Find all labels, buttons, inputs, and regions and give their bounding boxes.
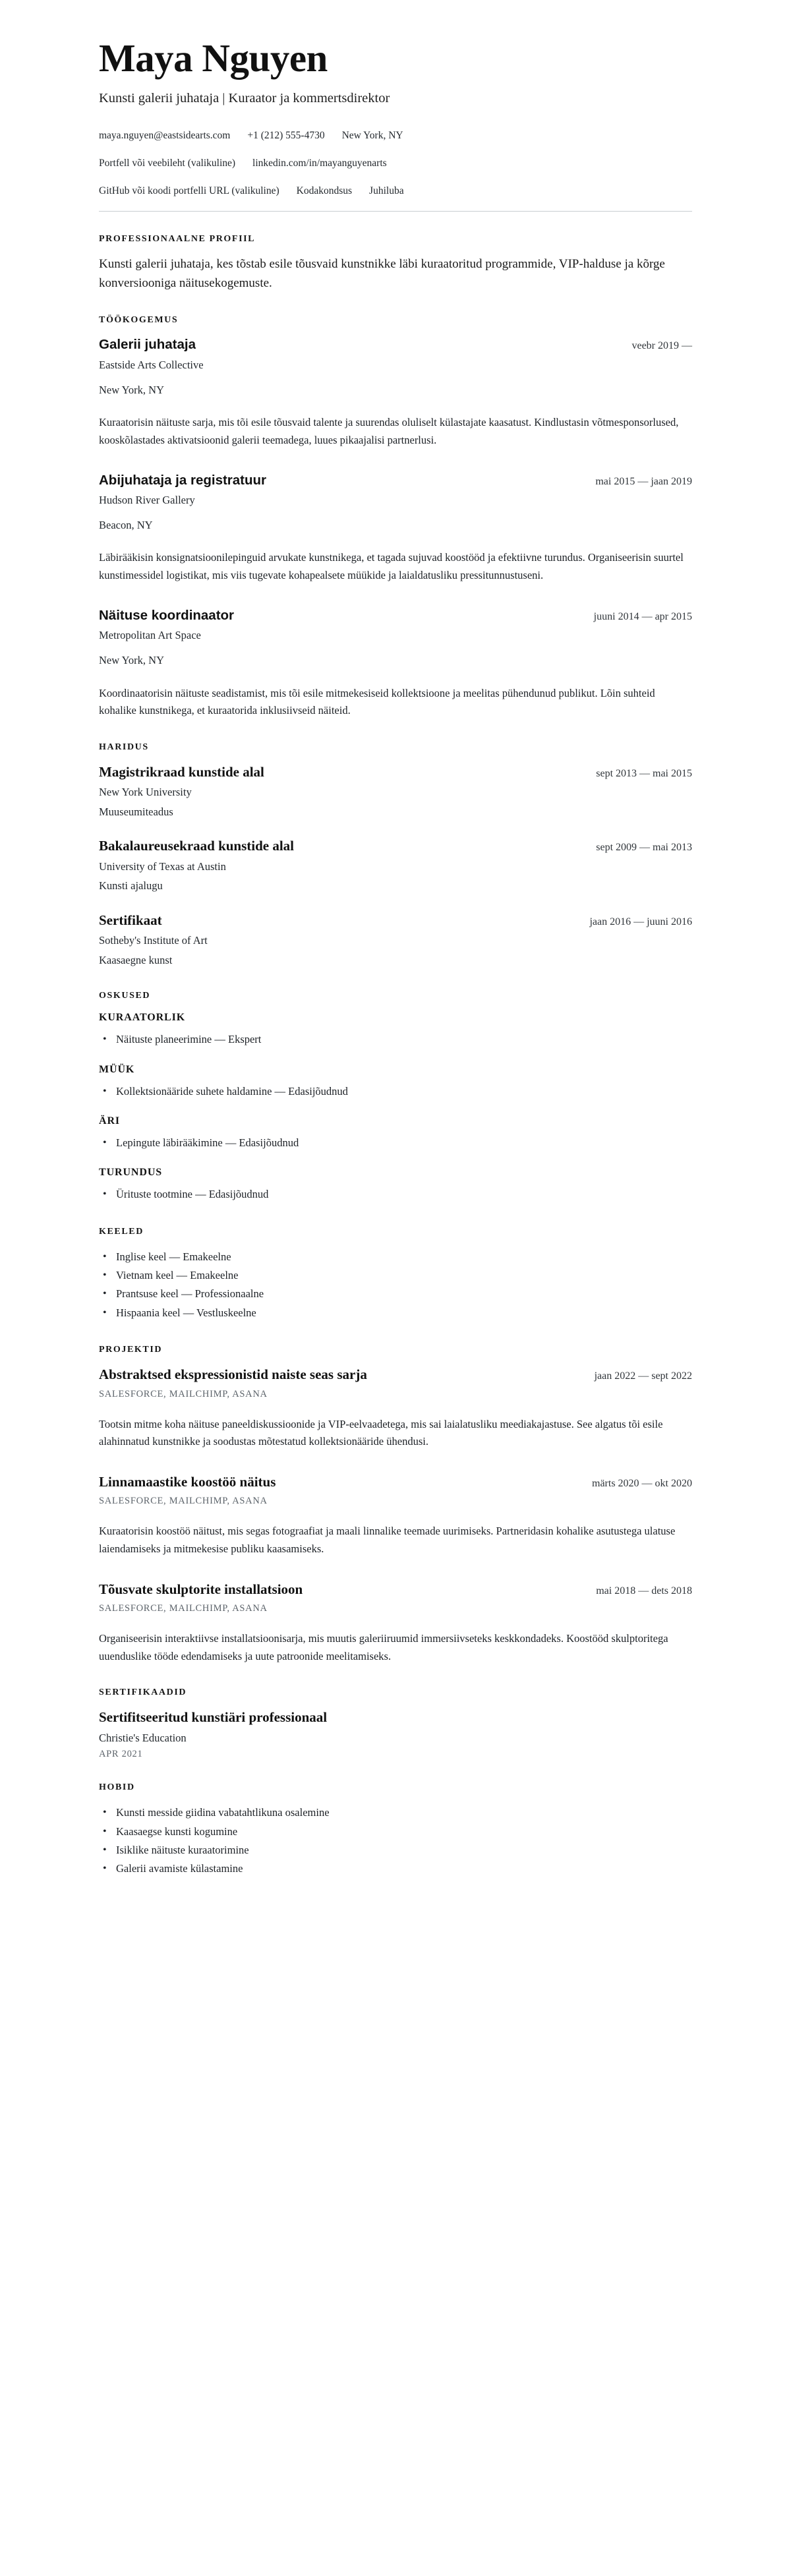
hobby-item: • Kunsti messide giidina vabatahtlikuna osalemine	[116, 1803, 692, 1822]
skill-group	[99, 1115, 692, 1152]
project-entry-head	[99, 1581, 692, 1598]
education-date: jaan 2016 — juuni 2016	[589, 916, 692, 927]
skill-item: • Ürituste tootmine — Edasijõudnud	[116, 1185, 692, 1204]
language-item: • Inglise keel — Emakeelne	[116, 1248, 692, 1266]
experience-entry-head	[99, 336, 692, 354]
skill-item: • Lepingute läbirääkimine — Edasijõudnud	[116, 1134, 692, 1152]
certification-issuer: Christie's Education	[99, 1731, 187, 1744]
certification-name: Sertifitseeritud kunstiäri professionaal	[99, 1709, 328, 1726]
contact-drivers-license: Juhiluba	[369, 185, 404, 197]
resume-sheet	[99, 38, 692, 1879]
project-entry	[99, 1473, 692, 1558]
skill-group	[99, 1167, 692, 1204]
resume-header	[99, 38, 692, 212]
contact-phone[interactable]: +1 (212) 555-4730	[247, 129, 325, 141]
skill-list	[99, 1185, 692, 1204]
section-title-certifications: SERTIFIKAADID	[99, 1687, 187, 1698]
project-date: jaan 2022 — sept 2022	[594, 1370, 692, 1382]
education-school: New York University	[99, 786, 192, 799]
project-entry-head	[99, 1366, 692, 1384]
experience-entry-head	[99, 472, 692, 490]
education-entry-head	[99, 912, 692, 929]
project-stack: SALESFORCE, MAILCHIMP, ASANA	[99, 1496, 268, 1507]
skill-list	[99, 1030, 692, 1049]
education-entry-head	[99, 837, 692, 855]
experience-company: Metropolitan Art Space	[99, 629, 201, 642]
experience-entry	[99, 336, 692, 449]
skill-group	[99, 1064, 692, 1101]
hobby-list	[99, 1803, 692, 1879]
summary-text: Kunsti galerii juhataja, kes tõstab esile tõusvaid kunstnikke läbi kuraatoritud programmide, VIP-halduse ja kõrge konversiooniga näitusekogemuste.	[99, 257, 665, 290]
experience-location: Beacon, NY	[99, 518, 153, 531]
section-projects	[99, 1345, 692, 1665]
experience-role: Abijuhataja ja registratuur	[99, 472, 267, 488]
section-certifications	[99, 1687, 692, 1760]
section-education	[99, 742, 692, 968]
education-entry-head	[99, 763, 692, 781]
education-entry	[99, 763, 692, 820]
hobby-item: • Galerii avamiste külastamine	[116, 1859, 692, 1878]
education-field: Muuseumiteadus	[99, 805, 173, 818]
section-title-education: HARIDUS	[99, 742, 149, 752]
education-school: Sotheby's Institute of Art	[99, 934, 208, 947]
section-experience	[99, 315, 692, 720]
certification-date: APR 2021	[99, 1749, 143, 1760]
education-entry	[99, 837, 692, 894]
skill-list	[99, 1134, 692, 1152]
experience-role: Galerii juhataja	[99, 337, 196, 353]
contact-row-web	[99, 156, 692, 171]
contact-citizenship: Kodakondsus	[296, 185, 353, 197]
education-date: sept 2013 — mai 2015	[596, 767, 692, 779]
contact-github-placeholder[interactable]: GitHub või koodi portfelli URL (valikuline)	[99, 185, 279, 197]
experience-date: mai 2015 — jaan 2019	[595, 475, 692, 487]
project-date: mai 2018 — dets 2018	[596, 1585, 692, 1596]
contact-email[interactable]: maya.nguyen@eastsidearts.com	[99, 129, 231, 141]
hobby-item: • Isiklike näituste kuraatorimine	[116, 1841, 692, 1859]
skill-item: • Kollektsionääride suhete haldamine — Edasijõudnud	[116, 1082, 692, 1101]
candidate-name: Maya Nguyen	[99, 36, 328, 80]
education-degree: Sertifikaat	[99, 912, 162, 928]
education-field: Kunsti ajalugu	[99, 879, 163, 893]
skill-group	[99, 1012, 692, 1049]
education-degree: Bakalaureusekraad kunstide alal	[99, 838, 295, 854]
experience-entry-head	[99, 607, 692, 625]
project-description: Tootsin mitme koha näituse paneeldiskussioonide ja VIP-eelvaadetega, mis sai laialatusliku meediakajastuse. See algatus tõi esile alahinnatud kunstnikke ja soodustas mõtestatud kollektsionääride ühendusi.	[99, 1417, 663, 1448]
project-entry-head	[99, 1473, 692, 1491]
education-field: Kaasaegne kunst	[99, 953, 173, 966]
experience-location: New York, NY	[99, 653, 165, 666]
skill-category: TURUNDUS	[99, 1167, 163, 1179]
section-skills	[99, 991, 692, 1204]
skill-category: MÜÜK	[99, 1063, 135, 1075]
experience-description: Läbirääkisin konsignatsioonilepinguid arvukate kunstnikega, et tagada sujuvad koostööd ja efektiivne turundus. Organiseerisin suurtel kunstimessidel logistikat, mis viis tugevate kohapealsete müükide ja laialdatusliku pressitunnustuseni.	[99, 551, 684, 582]
experience-entry	[99, 472, 692, 585]
contact-portfolio-placeholder[interactable]: Portfell või veebileht (valikuline)	[99, 157, 236, 169]
project-stack: SALESFORCE, MAILCHIMP, ASANA	[99, 1603, 268, 1614]
project-name: Linnamaastike koostöö näitus	[99, 1473, 276, 1490]
skill-category: ÄRI	[99, 1115, 121, 1127]
education-degree: Magistrikraad kunstide alal	[99, 763, 264, 780]
skill-list	[99, 1082, 692, 1101]
project-name: Tõusvate skulptorite installatsioon	[99, 1581, 303, 1597]
project-description: Organiseerisin interaktiivse installatsioonisarja, mis muutis galeriiruumid immersiivseteks keskkondadeks. Koostööd skulptoritega uuenduslike tööde edendamiseks ja uute patroonide meelitamiseks.	[99, 1632, 668, 1662]
section-title-summary: PROFESSIONAALNE PROFIIL	[99, 234, 256, 245]
certification-entry	[99, 1709, 692, 1760]
experience-date: veebr 2019 —	[631, 340, 692, 352]
header-divider	[99, 211, 692, 212]
contact-row-primary	[99, 128, 692, 143]
education-date: sept 2009 — mai 2013	[596, 842, 692, 854]
contact-linkedin[interactable]: linkedin.com/in/mayanguyenarts	[252, 157, 387, 169]
experience-company: Eastside Arts Collective	[99, 359, 204, 371]
language-item: • Vietnam keel — Emakeelne	[116, 1266, 692, 1285]
experience-company: Hudson River Gallery	[99, 494, 195, 507]
experience-role: Näituse koordinaator	[99, 607, 235, 623]
section-hobbies	[99, 1782, 692, 1879]
hobby-item: • Kaasaegse kunsti kogumine	[116, 1823, 692, 1841]
skill-item: • Näituste planeerimine — Ekspert	[116, 1030, 692, 1049]
experience-date: juuni 2014 — apr 2015	[593, 610, 692, 622]
project-description: Kuraatorisin koostöö näitust, mis segas fotograafiat ja maali linnalike teemade uurimiseks. Partneridasin kohalike asutustega ulatuse laiendamiseks ja mitmekesise publiku kaasamiseks.	[99, 1525, 676, 1555]
candidate-headline: Kunsti galerii juhataja | Kuraator ja kommertsdirektor	[99, 90, 390, 105]
section-title-languages: KEELED	[99, 1226, 144, 1237]
education-school: University of Texas at Austin	[99, 860, 226, 873]
experience-description: Koordinaatorisin näituste seadistamist, mis tõi esile mitmekesiseid kollektsioone ja meelitas pühendunud publikut. Lõin suhteid kohalike kunstnikega, et kuraatorida inklusiivseid näiteid.	[99, 686, 655, 717]
language-list	[99, 1248, 692, 1323]
contact-location: New York, NY	[341, 129, 403, 141]
project-name: Abstraktsed ekspressionistid naiste seas sarja	[99, 1366, 367, 1383]
section-title-projects: PROJEKTID	[99, 1345, 163, 1355]
experience-entry	[99, 607, 692, 720]
project-entry	[99, 1581, 692, 1666]
contact-row-extra	[99, 183, 692, 198]
section-title-skills: OSKUSED	[99, 991, 151, 1001]
project-stack: SALESFORCE, MAILCHIMP, ASANA	[99, 1388, 268, 1399]
language-item: • Hispaania keel — Vestluskeelne	[116, 1304, 692, 1322]
language-item: • Prantsuse keel — Professionaalne	[116, 1285, 692, 1303]
experience-description: Kuraatorisin näituste sarja, mis tõi esile tõusvaid talente ja suurendas oluliselt külastajate kaasatust. Kindlustasin võtmesponsorlused, kooskõlastades aktivatsioonid galerii teemadega, luues pikaajalisi partnerlusi.	[99, 416, 679, 446]
section-summary	[99, 234, 692, 293]
project-entry	[99, 1366, 692, 1451]
section-title-experience: TÖÖKOGEMUS	[99, 315, 179, 326]
education-entry	[99, 912, 692, 968]
section-languages	[99, 1227, 692, 1323]
skill-category: KURAATORLIK	[99, 1012, 186, 1024]
project-date: märts 2020 — okt 2020	[592, 1477, 692, 1489]
experience-location: New York, NY	[99, 383, 165, 396]
section-title-hobbies: HOBID	[99, 1782, 135, 1793]
